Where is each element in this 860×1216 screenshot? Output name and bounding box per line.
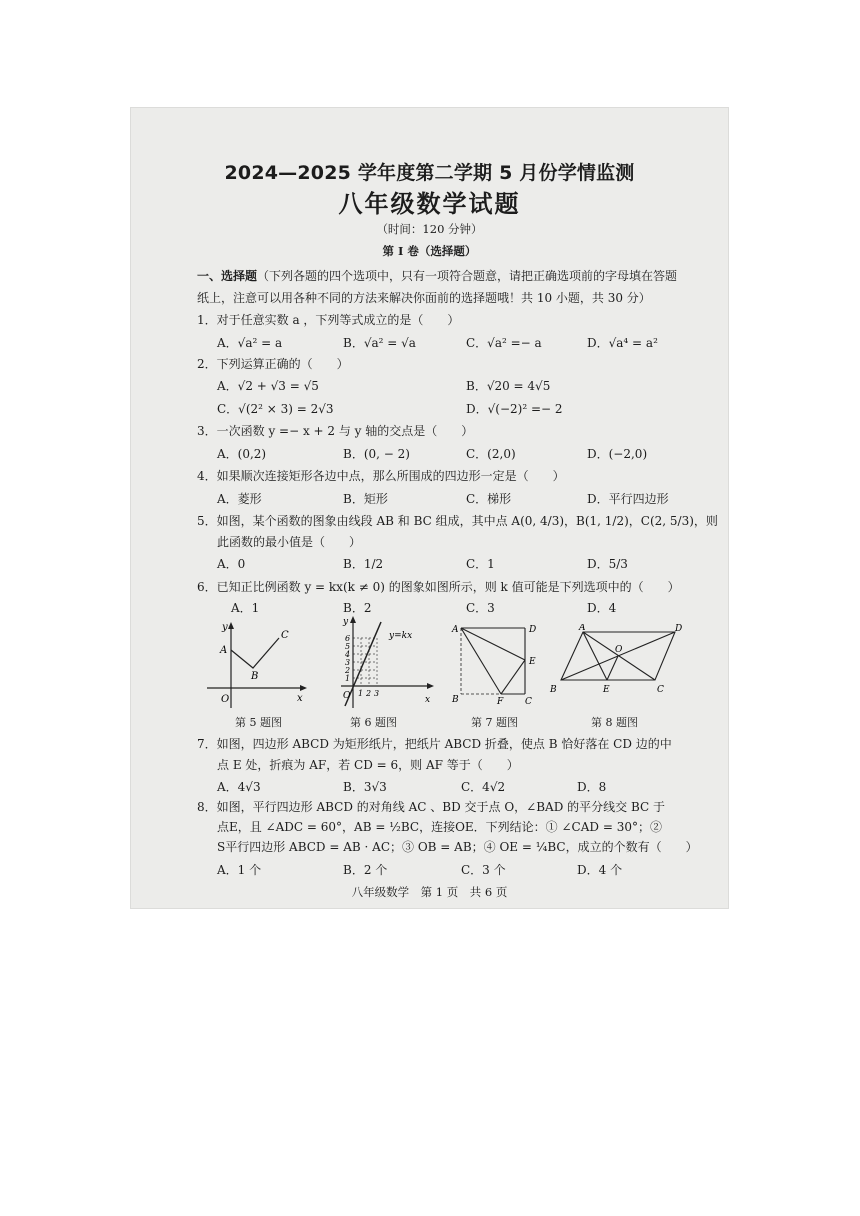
f8-label-o: O (615, 645, 623, 655)
figure-8-caption: 第 8 题图 (591, 716, 638, 729)
q5-option-d: D．5/3 (587, 557, 628, 571)
f7-label-f: F (497, 697, 504, 704)
q5-option-c: C．1 (466, 557, 495, 571)
f6-x-arrow (427, 683, 434, 689)
q1-option-b: B．√a² = √a (343, 336, 416, 350)
figure-7-caption: 第 7 题图 (471, 716, 518, 729)
q5-option-b: B．1/2 (343, 557, 384, 571)
f8-label-d: D (675, 624, 683, 634)
page-footer: 八年级数学 第 1 页 共 6 页 (351, 885, 508, 899)
f6-ytick-2: 2 (345, 666, 351, 675)
q8-option-d: D．4 个 (577, 863, 623, 877)
f6-label-eq: y=kx (389, 631, 413, 641)
q3-option-d: D．(−2,0) (587, 447, 648, 461)
exam-title: 八年级数学试题 (338, 190, 521, 218)
q6-option-a: A．1 (231, 601, 260, 615)
q2-option-c: C．√(2² × 3) = 2√3 (217, 402, 334, 416)
q5-stem-line2: 此函数的最小值是（ ） (217, 535, 362, 549)
q7-stem-line1: 7．如图，四边形 ABCD 为矩形纸片，把纸片 ABCD 折叠，使点 B 恰好落在 CD 边的中 (197, 737, 672, 751)
q1-option-a: A．√a² = a (217, 336, 283, 350)
f5-label-c: C (281, 630, 289, 641)
q6-option-b: B．2 (343, 601, 372, 615)
f6-ytick-6: 6 (345, 634, 351, 643)
q7-option-b: B．3√3 (343, 780, 387, 794)
q7-stem-line2: 点 E 处，折痕为 AF，若 CD = 6，则 AF 等于（ ） (217, 758, 519, 772)
q7-option-a: A．4√3 (217, 780, 261, 794)
figure-8 (545, 624, 695, 696)
q1-option-d: D．√a⁴ = a² (587, 336, 658, 350)
f6-ytick-5: 5 (345, 642, 351, 651)
q4-option-d: D．平行四边形 (587, 492, 669, 506)
q6-stem: 6．已知正比例函数 y = kx(k ≠ 0) 的图象如图所示，则 k 值可能是下列选项中的（ ） (197, 580, 680, 594)
exam-title-line1: 2024—2025 学年度第二学期 5 月份学情监测 (224, 162, 635, 184)
f7-label-b: B (452, 695, 459, 704)
q8-option-a: A．1 个 (217, 863, 262, 877)
section-heading: 一、选择题 (197, 269, 258, 283)
f5-x-arrow (300, 685, 307, 691)
f6-label-x: x (425, 695, 431, 705)
q8-stem-line3: S平行四边形 ABCD = AB · AC；③ OB = AB；④ OE = ¼BC，成立的个数有（ ） (217, 840, 698, 854)
f7-label-e: E (529, 657, 536, 667)
q8-stem-line1: 8．如图，平行四边形 ABCD 的对角线 AC 、BD 交于点 O，∠BAD 的平分线交 BC 于 (197, 800, 665, 814)
q7-option-d: D．8 (577, 780, 607, 794)
section-instructions (197, 267, 677, 284)
figure-5 (201, 620, 311, 710)
f7-label-a: A (452, 625, 459, 635)
q6-option-d: D．4 (587, 601, 617, 615)
f6-ytick-3: 3 (345, 658, 351, 667)
q6-option-c: C．3 (466, 601, 495, 615)
figure-7 (449, 620, 549, 704)
q3-option-c: C．(2,0) (466, 447, 516, 461)
f5-label-o: O (221, 694, 230, 705)
q3-option-a: A．(0,2) (217, 447, 267, 461)
volume-heading: 第 I 卷（选择题） (382, 244, 477, 258)
f6-y-arrow (350, 616, 356, 623)
f8-label-c: C (657, 685, 664, 695)
q8-option-b: B．2 个 (343, 863, 388, 877)
f6-ytick-4: 4 (345, 650, 351, 659)
q2-option-d: D．√(−2)² =− 2 (466, 402, 563, 416)
f7-label-c: C (525, 697, 532, 704)
f6-label-o: O (343, 691, 351, 701)
figure-6 (331, 616, 439, 712)
f8-label-a: A (579, 624, 586, 633)
f5-label-b: B (251, 671, 259, 682)
f7-seg-ef (501, 660, 525, 694)
section-instr-line1: （下列各题的四个选项中，只有一项符合题意，请把正确选项前的字母填在答题 (257, 269, 678, 283)
q3-stem: 3．一次函数 y =− x + 2 与 y 轴的交点是（ ） (197, 424, 474, 438)
q5-option-a: A．0 (217, 557, 246, 571)
q4-option-a: A．菱形 (217, 492, 262, 506)
f8-bisector-ae (583, 632, 607, 680)
q4-option-b: B．矩形 (343, 492, 388, 506)
f5-label-y: y (222, 622, 228, 633)
q7-option-c: C．4√2 (461, 780, 506, 794)
figure-5-caption: 第 5 题图 (235, 716, 282, 729)
q1-stem: 1．对于任意实数 a ，下列等式成立的是（ ） (197, 313, 460, 327)
exam-page (131, 108, 728, 908)
q8-option-c: C．3 个 (461, 863, 506, 877)
q8-stem-line2: 点E，且 ∠ADC = 60°，AB = ½BC，连接OE．下列结论：① ∠CAD = 30°；② (217, 820, 662, 834)
exam-time: （时间：120 分钟） (376, 222, 483, 236)
q5-stem-line1: 5．如图，某个函数的图象由线段 AB 和 BC 组成，其中点 A(0, 4/3)，B(1, 1/2)，C(2, 5/3)，则 (197, 514, 718, 528)
figure-6-caption: 第 6 题图 (350, 716, 397, 729)
q3-option-b: B．(0, − 2) (343, 447, 410, 461)
f5-y-arrow (228, 622, 234, 629)
f8-label-b: B (550, 685, 557, 695)
f5-label-a: A (220, 645, 228, 656)
q2-option-b: B．√20 = 4√5 (466, 379, 551, 393)
f5-polyline-abc (231, 638, 279, 668)
f6-xtick-1: 1 (358, 689, 364, 698)
f6-label-y: y (343, 617, 349, 627)
q4-option-c: C．梯形 (466, 492, 512, 506)
q2-option-a: A．√2 + √3 = √5 (217, 379, 319, 393)
f6-xtick-3: 3 (374, 689, 380, 698)
section-instr-line2: 纸上，注意可以用各种不同的方法来解决你面前的选择题哦！共 10 小题，共 30 分） (197, 291, 651, 305)
f6-xtick-2: 2 (366, 689, 372, 698)
f6-ytick-1: 1 (345, 674, 351, 683)
f5-label-x: x (297, 693, 303, 704)
q1-option-c: C．√a² =− a (466, 336, 542, 350)
f7-label-d: D (529, 625, 537, 635)
q2-stem: 2．下列运算正确的（ ） (197, 357, 349, 371)
f8-label-e: E (603, 685, 610, 695)
q4-stem: 4．如果顺次连接矩形各边中点，那么所围成的四边形一定是（ ） (197, 469, 565, 483)
